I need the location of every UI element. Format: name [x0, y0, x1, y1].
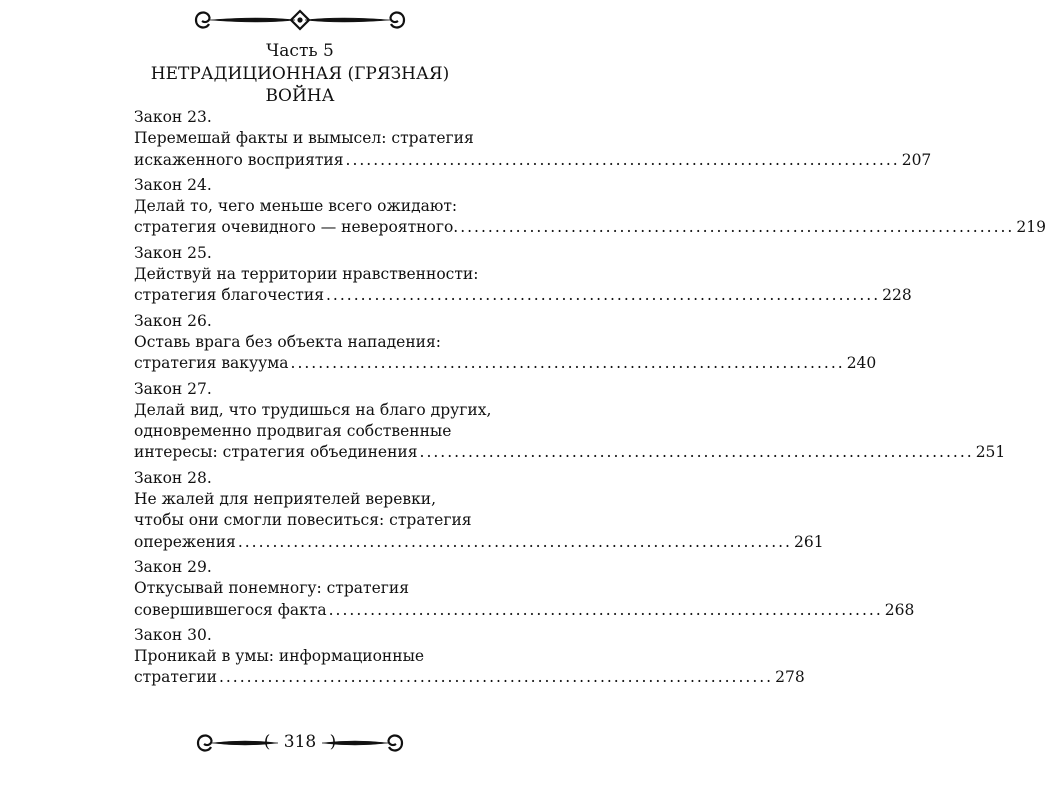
law-title-line: Проникай в умы: информационные	[134, 647, 425, 666]
law-title-line: Делай вид, что трудишься на благо других,	[134, 400, 492, 419]
law-title-line: Делай то, чего меньше всего ожидают:	[134, 197, 458, 216]
toc-entry	[134, 175, 1046, 239]
law-title-text: интересы: стратегия объединения	[134, 443, 418, 462]
left-bracket: (	[263, 732, 271, 752]
part-title-line1: НЕТРАДИЦИОННАЯ (ГРЯЗНАЯ)	[150, 64, 450, 84]
law-number: Закон 28.	[134, 468, 212, 487]
right-bracket: )	[329, 732, 337, 752]
law-title-text: искаженного восприятия	[134, 150, 344, 169]
law-title-line: Оставь врага без объекта нападения:	[134, 332, 442, 351]
toc-entry	[134, 311, 877, 375]
toc-entry	[134, 625, 805, 689]
law-title-text: стратегия благочестия	[134, 286, 324, 305]
part-title-line2: ВОЙНА	[265, 86, 335, 106]
law-page-number: 278	[775, 668, 805, 687]
dot-leader: ................................................................................	[419, 443, 974, 462]
dot-leader: ................................................................................	[328, 600, 883, 619]
top-ornament-icon	[0, 4, 600, 36]
dot-leader: ................................................................................	[237, 532, 792, 551]
dot-leader: ................................................................................	[345, 150, 900, 169]
page-number: 318	[283, 732, 317, 752]
law-title-line: Действуй на территории нравственности:	[134, 265, 479, 284]
dot-leader: ................................................................................	[218, 668, 774, 687]
toc-entry	[134, 243, 912, 307]
law-number: Закон 24.	[134, 175, 212, 194]
law-page-number: 261	[793, 532, 824, 551]
law-page-number: 268	[884, 600, 915, 619]
toc-entry	[134, 557, 915, 621]
law-title-line	[134, 600, 915, 621]
law-page-number: 207	[901, 150, 932, 169]
dot-leader: ................................................................................	[325, 286, 881, 305]
law-title-line	[134, 532, 824, 553]
toc-entry	[134, 107, 932, 171]
law-title-line: Не жалей для неприятелей веревки,	[134, 490, 437, 509]
part-label: Часть 5	[266, 41, 334, 61]
law-title-line: чтобы они смогли повеситься: стратегия	[134, 511, 472, 530]
law-title-line	[134, 217, 1046, 238]
law-number: Закон 23.	[134, 108, 212, 126]
law-number: Закон 26.	[134, 311, 212, 330]
law-title-line	[134, 442, 1006, 463]
law-number: Закон 27.	[134, 379, 212, 398]
law-title-line	[134, 667, 805, 688]
toc-entry	[134, 468, 824, 553]
law-title-line	[134, 353, 877, 374]
law-title-line	[134, 285, 912, 306]
law-number: Закон 29.	[134, 557, 212, 576]
law-page-number: 228	[882, 286, 912, 305]
dot-leader: ................................................................................	[460, 218, 1015, 237]
law-title-line: Откусывай понемногу: стратегия	[134, 579, 410, 598]
table-of-contents	[134, 107, 1046, 689]
page-number-footer	[0, 731, 600, 753]
law-page-number: 251	[975, 443, 1006, 462]
law-page-number: 219	[1016, 218, 1046, 237]
law-title-text: стратегия очевидного — невероятного.	[134, 218, 459, 237]
law-title-text: стратегии	[134, 668, 217, 687]
law-number: Закон 25.	[134, 243, 212, 262]
law-title-text: стратегия вакуума	[134, 354, 289, 373]
law-number: Закон 30.	[134, 625, 212, 644]
law-title-line	[134, 150, 932, 171]
law-title-line: Перемешай факты и вымысел: стратегия	[134, 129, 474, 148]
law-title-line: одновременно продвигая собственные	[134, 422, 452, 441]
law-title-text: совершившегося факта	[134, 600, 327, 619]
toc-entry	[134, 379, 1006, 464]
law-page-number: 240	[846, 354, 877, 373]
part-title	[0, 63, 600, 107]
dot-leader: ................................................................................	[290, 354, 845, 373]
law-title-text: опережения	[134, 532, 236, 551]
